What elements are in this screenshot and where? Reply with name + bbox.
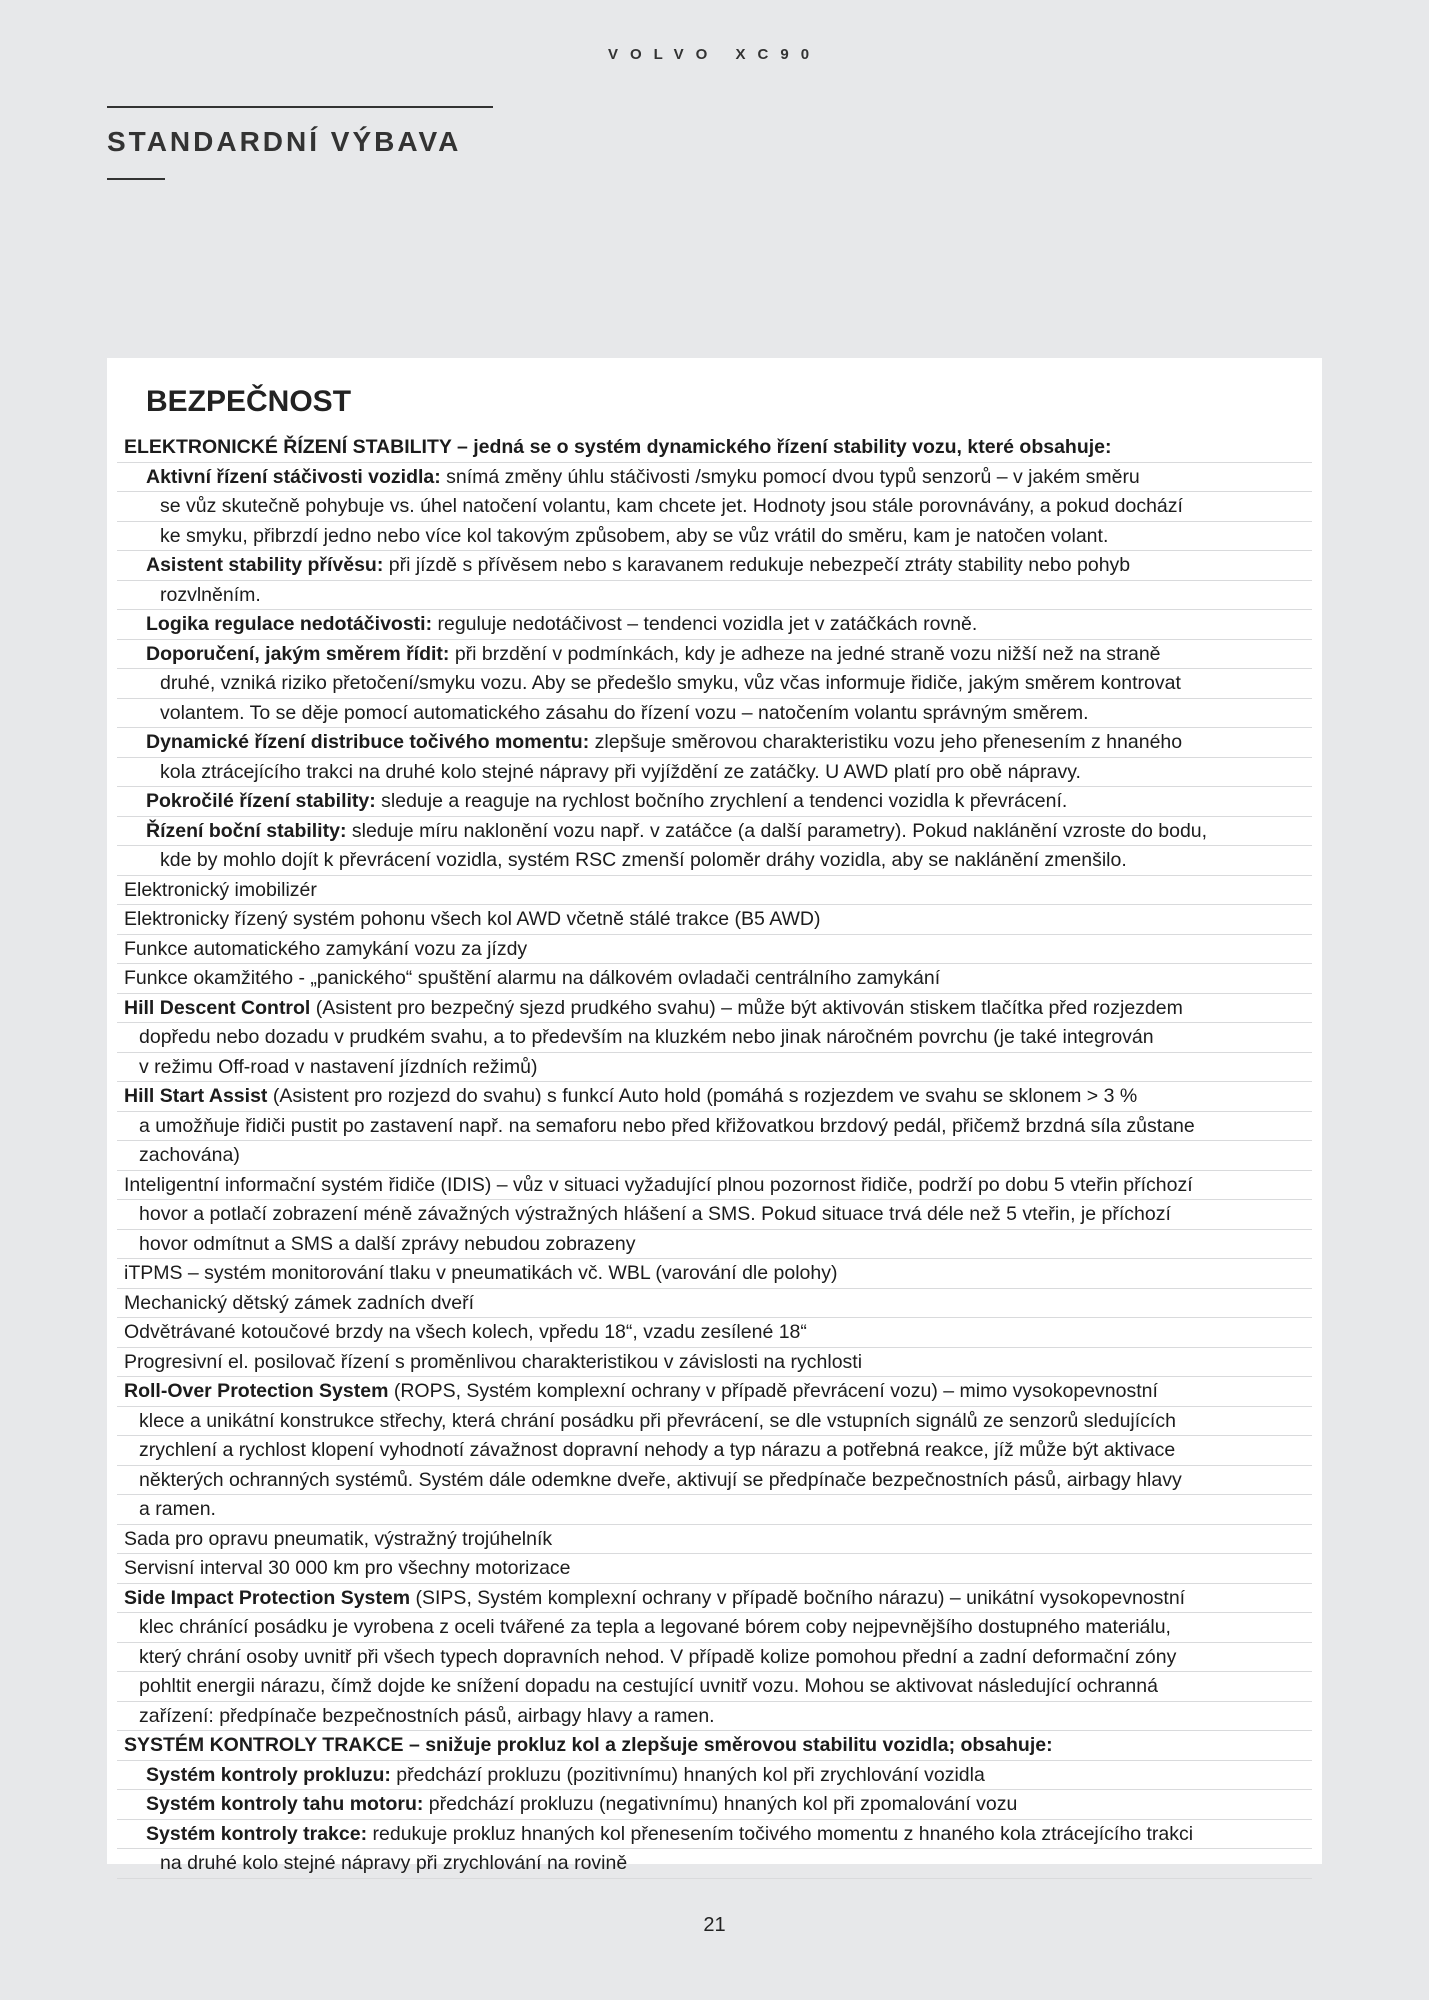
row-text: Mechanický dětský zámek zadních dveří xyxy=(124,1291,475,1314)
list-row xyxy=(117,1289,1312,1319)
row-text: sleduje a reaguje na rychlost bočního zrychlení a tendenci vozidla k převrácení. xyxy=(375,790,1068,812)
row-bold: Asistent stability přívěsu: xyxy=(146,554,384,576)
row-text: a ramen. xyxy=(139,1498,216,1520)
row-text: (SIPS, Systém komplexní ochrany v případě bočního nárazu) – unikátní vysokopevnostní xyxy=(410,1586,1186,1609)
equipment-list xyxy=(117,433,1312,1879)
list-row xyxy=(117,699,1312,729)
row-text: sleduje míru naklonění vozu např. v zatáčce (a další parametry). Pokud naklánění vzroste do bodu, xyxy=(346,819,1208,842)
list-row xyxy=(117,1407,1312,1437)
row-text: reguluje nedotáčivost – tendenci vozidla jet v zatáčkách rovně. xyxy=(432,613,978,635)
row-text: (Asistent pro bezpečný sjezd prudkého svahu) – může být aktivován stiskem tlačítka před rozjezdem xyxy=(310,996,1183,1019)
list-row xyxy=(117,640,1312,670)
row-text: zrychlení a rychlost klopení vyhodnotí závažnost dopravní nehody a typ nárazu a potřebná reakce, jíž může být aktivace xyxy=(139,1439,1176,1461)
row-text: na druhé kolo stejné nápravy při zrychlování na rovině xyxy=(160,1852,628,1874)
list-row xyxy=(117,1436,1312,1466)
list-row xyxy=(117,964,1312,994)
list-row xyxy=(117,1023,1312,1053)
list-row xyxy=(117,1082,1312,1112)
row-bold: Doporučení, jakým směrem řídit: xyxy=(146,642,450,665)
row-text: kola ztrácejícího trakci na druhé kolo stejné nápravy při vyjíždění ze zatáčky. U AWD platí pro obě nápravy. xyxy=(160,760,1081,783)
list-row xyxy=(117,1466,1312,1496)
row-text: hovor a potlačí zobrazení méně závažných výstražných hlášení a SMS. Pokud situace trvá déle než 5 vteřin, je příchozí xyxy=(139,1203,1171,1225)
safety-panel xyxy=(107,358,1322,1874)
list-row xyxy=(117,1259,1312,1289)
list-row xyxy=(117,1643,1312,1673)
row-text: pohltit energii nárazu, čímž dojde ke snížení dopadu na cestující uvnitř vozu. Mohou se aktivovat následující ochranná xyxy=(139,1675,1158,1697)
row-text: zachována) xyxy=(139,1144,240,1166)
row-text: Progresivní el. posilovač řízení s proměnlivou charakteristikou v závislosti na rychlosti xyxy=(124,1350,863,1373)
list-row xyxy=(117,1318,1312,1348)
row-bold: Hill Start Assist xyxy=(124,1085,268,1107)
list-row xyxy=(117,1820,1312,1850)
row-text: při jízdě s přívěsem nebo s karavanem redukuje nebezpečí ztráty stability nebo pohyb xyxy=(383,554,1131,576)
row-bold: Side Impact Protection System xyxy=(124,1586,411,1609)
row-bold: Systém kontroly trakce: xyxy=(146,1822,368,1845)
row-bold: Aktivní řízení stáčivosti vozidla: xyxy=(146,465,441,488)
panel-heading: BEZPEČNOST xyxy=(146,385,352,418)
row-text: (ROPS, Systém komplexní ochrany v případě převrácení vozu) – mimo vysokopevnostní xyxy=(388,1380,1158,1402)
row-text: dopředu nebo dozadu v prudkém svahu, a to především na kluzkém nebo jinak náročném povrchu (je také integrován xyxy=(139,1026,1154,1048)
brand-label: VOLVO XC90 xyxy=(607,46,822,63)
page-number: 21 xyxy=(703,1914,726,1936)
row-text: klec chránící posádku je vyrobena z oceli tvářené za tepla a legované bórem coby nejpevnějšího dostupného materiálu, xyxy=(139,1616,1171,1638)
list-row xyxy=(117,935,1312,965)
list-row xyxy=(117,876,1312,906)
list-row xyxy=(117,551,1312,581)
list-row xyxy=(117,1849,1312,1879)
row-bold: Systém kontroly tahu motoru: xyxy=(146,1793,424,1815)
list-row xyxy=(117,787,1312,817)
row-text: v režimu Off-road v nastavení jízdních režimů) xyxy=(139,1055,538,1078)
row-text: iTPMS – systém monitorování tlaku v pneumatikách vč. WBL (varování dle polohy) xyxy=(124,1262,838,1284)
row-text: rozvlněním. xyxy=(160,583,261,606)
list-row xyxy=(117,492,1312,522)
list-row xyxy=(117,846,1312,876)
row-text: Funkce automatického zamykání vozu za jízdy xyxy=(124,937,528,960)
row-bold: Systém kontroly prokluzu: xyxy=(146,1763,391,1786)
list-row xyxy=(117,1613,1312,1643)
list-row xyxy=(117,817,1312,847)
list-row xyxy=(117,1702,1312,1732)
row-text: druhé, vzniká riziko přetočení/smyku vozu. Aby se předešlo smyku, vůz včas informuje řidiče, jakým směrem kontrovat xyxy=(160,672,1181,694)
list-row xyxy=(117,610,1312,640)
row-text: Elektronicky řízený systém pohonu všech kol AWD včetně stálé trakce (B5 AWD) xyxy=(124,908,821,930)
title-underline xyxy=(107,178,165,180)
list-row xyxy=(117,1171,1312,1201)
row-text: Elektronický imobilizér xyxy=(124,878,317,901)
row-bold: Pokročilé řízení stability: xyxy=(146,790,376,812)
list-row xyxy=(117,1141,1312,1171)
list-row xyxy=(117,905,1312,935)
list-row xyxy=(117,433,1312,463)
list-row xyxy=(117,1790,1312,1820)
list-row xyxy=(117,1584,1312,1614)
list-row xyxy=(117,1731,1312,1761)
section-title: STANDARDNÍ VÝBAVA xyxy=(107,126,462,157)
row-bold: Dynamické řízení distribuce točivého momentu: xyxy=(146,731,590,753)
row-text: Inteligentní informační systém řidiče (IDIS) – vůz v situaci vyžadující plnou pozornost řidiče, podrží po dobu 5 vteřin příchozí xyxy=(124,1173,1193,1196)
row-text: Odvětrávané kotoučové brzdy na všech kolech, vpředu 18“, vzadu zesílené 18“ xyxy=(124,1321,807,1343)
row-text: předchází prokluzu (pozitivnímu) hnaných kol při zrychlování vozidla xyxy=(390,1763,985,1786)
row-bold: Hill Descent Control xyxy=(124,996,311,1019)
list-row xyxy=(117,1112,1312,1142)
row-text: a umožňuje řidiči pustit po zastavení např. na semaforu nebo před křižovatkou brzdový pedál, přičemž brzdná síla zůstane xyxy=(139,1114,1195,1137)
row-text: ke smyku, přibrzdí jedno nebo více kol takovým způsobem, aby se vůz vrátil do směru, kam je natočen volant. xyxy=(160,524,1109,547)
row-text: volantem. To se děje pomocí automatického zásahu do řízení vozu – natočením volantu správným směrem. xyxy=(160,701,1089,724)
row-bold: SYSTÉM KONTROLY TRAKCE – snižuje prokluz kol a zlepšuje směrovou stabilitu vozidla; obsahuje: xyxy=(124,1734,1053,1756)
list-row xyxy=(117,1230,1312,1260)
list-row xyxy=(117,581,1312,611)
row-text: snímá změny úhlu stáčivosti /smyku pomocí dvou typů senzorů – v jakém směru xyxy=(440,465,1140,488)
row-text: který chrání osoby uvnitř při všech typech dopravních nehod. V případě kolize pomohou přední a zadní deformační zóny xyxy=(139,1645,1177,1668)
list-row xyxy=(117,463,1312,493)
list-row xyxy=(117,1554,1312,1584)
row-text: klece a unikátní konstrukce střechy, která chrání posádku při převrácení, se dle vstupních signálů ze senzorů sledujících xyxy=(139,1409,1176,1432)
row-text: zlepšuje směrovou charakteristiku vozu jeho přenesením z hnaného xyxy=(589,731,1183,753)
list-row xyxy=(117,994,1312,1024)
list-row xyxy=(117,728,1312,758)
row-bold: Roll-Over Protection System xyxy=(124,1380,389,1402)
list-row xyxy=(117,669,1312,699)
list-row xyxy=(117,1672,1312,1702)
list-row xyxy=(117,1348,1312,1378)
row-text: předchází prokluzu (negativnímu) hnaných kol při zpomalování vozu xyxy=(423,1793,1018,1815)
row-text: Funkce okamžitého - „panického“ spuštění alarmu na dálkovém ovladači centrálního zamykání xyxy=(124,967,941,989)
row-text: Servisní interval 30 000 km pro všechny motorizace xyxy=(124,1557,571,1579)
row-text: hovor odmítnut a SMS a další zprávy nebudou zobrazeny xyxy=(139,1232,636,1255)
list-row xyxy=(117,1200,1312,1230)
row-text: se vůz skutečně pohybuje vs. úhel natočení volantu, kam chcete jet. Hodnoty jsou stále porovnávány, a pokud dochází xyxy=(160,495,1183,517)
row-bold: Logika regulace nedotáčivosti: xyxy=(146,613,433,635)
row-text: kde by mohlo dojít k převrácení vozidla, systém RSC zmenší poloměr dráhy vozidla, aby se naklánění zmenšilo. xyxy=(160,849,1127,871)
list-row xyxy=(117,522,1312,552)
list-row xyxy=(117,1053,1312,1083)
list-row xyxy=(117,1525,1312,1555)
list-row xyxy=(117,1495,1312,1525)
row-bold: ELEKTRONICKÉ ŘÍZENÍ STABILITY – jedná se o systém dynamického řízení stability vozu, které obsahuje: xyxy=(124,436,1112,458)
row-text: některých ochranných systémů. Systém dále odemkne dveře, aktivují se předpínače bezpečnostních pásů, airbagy hlavy xyxy=(139,1468,1182,1491)
row-text: Sada pro opravu pneumatik, výstražný trojúhelník xyxy=(124,1527,553,1550)
row-bold: Řízení boční stability: xyxy=(146,819,347,842)
list-row xyxy=(117,1377,1312,1407)
row-text: při brzdění v podmínkách, kdy je adheze na jedné straně vozu nižší než na straně xyxy=(449,642,1161,665)
row-text: (Asistent pro rozjezd do svahu) s funkcí Auto hold (pomáhá s rozjezdem ve svahu se sklonem > 3 % xyxy=(267,1085,1138,1107)
list-row xyxy=(117,1761,1312,1791)
row-text: zařízení: předpínače bezpečnostních pásů, airbagy hlavy a ramen. xyxy=(139,1704,715,1727)
header-divider xyxy=(107,106,493,108)
row-text: redukuje prokluz hnaných kol přenesením točivého momentu z hnaného kola ztrácejícího trakci xyxy=(367,1822,1194,1845)
list-row xyxy=(117,758,1312,788)
